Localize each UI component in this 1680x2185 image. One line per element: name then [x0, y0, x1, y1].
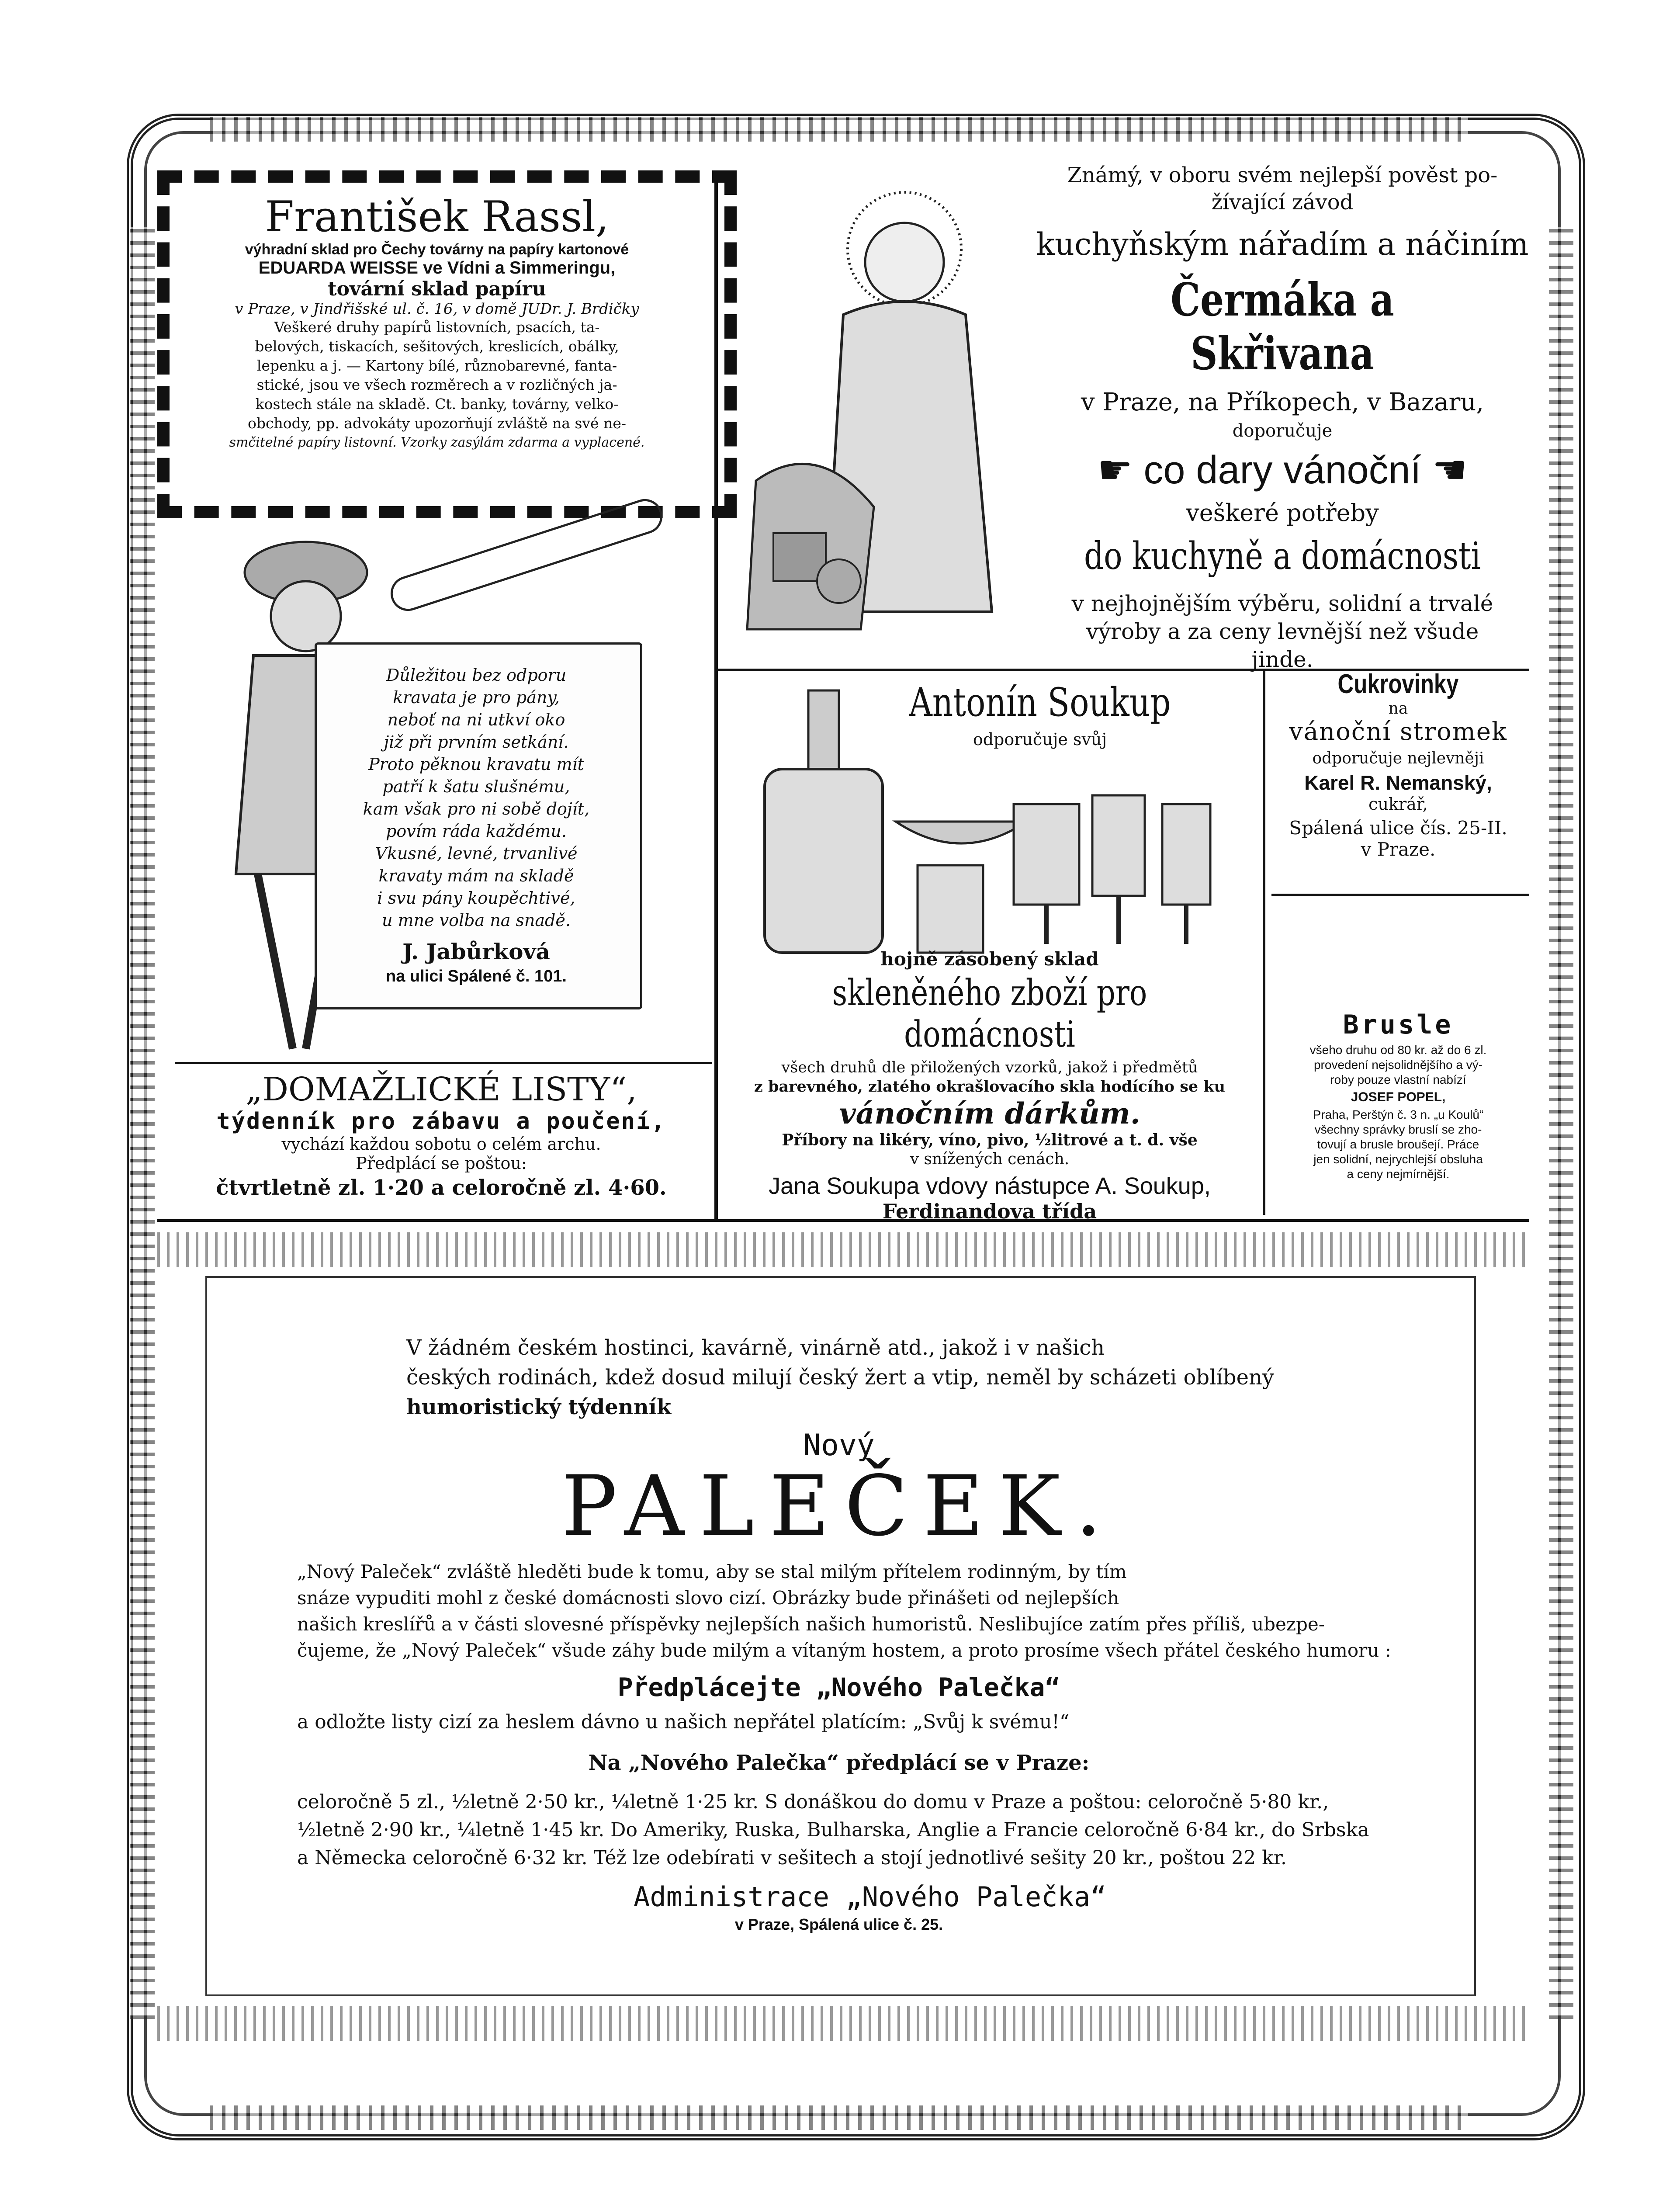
- rassl-body-line: lepenku a j. — Kartony bílé, různobarevné, fanta-: [256, 357, 617, 374]
- domazlicke-title: „DOMAŽLICKÉ LISTY“,: [246, 1071, 637, 1108]
- nemansky-rec: odporučuje nejlevněji: [1312, 749, 1484, 767]
- jaburkova-name: J. Jabůrková: [402, 939, 550, 964]
- small-divider: [1271, 894, 1529, 896]
- nemansky-city: v Praze.: [1361, 839, 1436, 860]
- nemansky-addr: Spálená ulice čís. 25-II.: [1289, 817, 1507, 839]
- palecek-intro3: humoristický týdenník: [406, 1395, 672, 1419]
- soukup-goods: skleněného zboží pro domácnosti: [832, 972, 1147, 1055]
- cermak-address: v Praze, na Příkopech, v Bazaru,: [1081, 388, 1484, 416]
- soukup-ad: [721, 948, 1258, 1223]
- column-divider-right: [1263, 669, 1265, 1215]
- cermak-headline-text: co dary vánoční: [1143, 448, 1421, 492]
- domazlicke-pre: Předplácí se poštou:: [356, 1154, 527, 1173]
- jaburkova-text-line: Vkusné, levné, trvanlivé: [375, 844, 578, 863]
- nemansky-tree: vánoční stromek: [1289, 718, 1507, 746]
- cermak-intro-line: Známý, v oboru svém nejlepší pověst po-: [1067, 163, 1498, 187]
- palecek-novy: Nový: [803, 1428, 875, 1463]
- brusle-ad: [1267, 1009, 1529, 1182]
- domazlicke-subtitle: týdenník pro zábavu a poučení,: [216, 1108, 666, 1134]
- jaburkova-text-line: Důležitou bez odporu: [386, 666, 567, 685]
- rassl-line2: EDUARDA WEISSE ve Vídni a Simmeringu,: [258, 258, 616, 277]
- jaburkova-text-line: neboť na ni utkví oko: [387, 710, 565, 729]
- cermak-firm: Čermáka a Skřivana: [1171, 273, 1394, 380]
- palecek-admin: Administrace „Nového Palečka“: [634, 1881, 1107, 1913]
- jaburkova-text-line: kravata je pro pány,: [393, 688, 560, 707]
- soukup-stock: hojně zásobený sklad: [880, 948, 1099, 970]
- soukup-recommends: odporučuje svůj: [973, 730, 1107, 749]
- palecek-body-line: čujeme, že „Nový Paleček“ všude záhy bude milým a vítaným hostem, a proto prosíme všech přátel českého humoru :: [297, 1640, 1391, 1661]
- rassl-body-line: smčitelné papíry listovní. Vzorky zasýlám zdarma a vyplacené.: [229, 435, 645, 450]
- brusle-tail-line: jen solidní, nejrychlejší obsluha: [1313, 1152, 1483, 1166]
- palecek-intro2: českých rodinách, kdež dosud milují český žert a vtip, neměl by scházeti oblíbený: [406, 1365, 1275, 1390]
- soukup-street: Ferdinandova třída: [882, 1200, 1097, 1223]
- palecek-ad: [218, 1333, 1459, 1934]
- brusle-line: provedení nejsolidnějšího a vý-: [1313, 1058, 1483, 1072]
- palecek-body-line: „Nový Paleček“ zvláště hleděti bude k tomu, aby se stal milým přítelem rodinným, by tím: [297, 1561, 1127, 1582]
- row-divider-left: [175, 1062, 712, 1064]
- cermak-all: veškeré potřeby: [1186, 499, 1379, 527]
- cermak-ad: [1036, 162, 1529, 673]
- nemansky-title: Cukrovinky: [1337, 669, 1459, 699]
- palecek-body-line: našich kreslířů a v části slovesné příspěvky nejlepších našich humoristů. Neslibujíce zatím přes příliš, ubezpe-: [297, 1613, 1325, 1635]
- palecek-bottom-ornament: [157, 2006, 1525, 2041]
- nemansky-trade: cukrář,: [1368, 794, 1428, 814]
- child-illustration: [730, 175, 1027, 660]
- rassl-body-line: stické, jsou ve všech rozměrech a v rozličných ja-: [256, 376, 617, 393]
- palecek-top-ornament: [157, 1232, 1525, 1267]
- top-ornament: [210, 117, 1468, 142]
- rassl-body-line: kostech stále na skladě. Ct. banky, továrny, velko-: [255, 395, 619, 413]
- cermak-tail-line: v nejhojnějším výběru, solidní a trvalé: [1071, 591, 1493, 616]
- jaburkova-text-line: patří k šatu slušnému,: [382, 777, 570, 796]
- rassl-line4: v Praze, v Jindřišské ul. č. 16, v domě JUDr. J. Brdičky: [235, 300, 639, 318]
- rassl-body-line: Veškeré druhy papírů listovních, psacích, ta-: [274, 319, 600, 336]
- nemansky-na: na: [1388, 700, 1408, 718]
- rassl-ad: [175, 192, 699, 452]
- jaburkova-text-line: povím ráda každému.: [386, 822, 567, 841]
- bottom-ornament: [210, 2105, 1468, 2130]
- cermak-kuch-line: kuchyňským nářadím a náčiním: [1036, 226, 1529, 262]
- rassl-line1: výhradní sklad pro Čechy továrny na papíry kartonové: [245, 241, 629, 258]
- jaburkova-ad: [319, 664, 634, 986]
- domazlicke-price: čtvrtletně zl. 1·20 a celoročně zl. 4·60.: [216, 1176, 667, 1200]
- left-ornament: [130, 227, 155, 2019]
- rassl-body-line: belových, tiskacích, sešitových, kreslicích, obálky,: [255, 338, 619, 355]
- rassl-line3: tovární sklad papíru: [328, 278, 546, 300]
- cermak-for-home: do kuchyně a domácnosti: [1084, 534, 1481, 578]
- soukup-body2-line: v snížených cenách.: [910, 1150, 1070, 1168]
- jaburkova-text-line: Proto pěknou kravatu mít: [368, 755, 584, 774]
- brusle-tail-line: tovují a brusle broušejí. Práce: [1317, 1138, 1479, 1151]
- nemansky-ad: [1267, 669, 1529, 860]
- domazlicke-ad: [166, 1071, 717, 1200]
- soukup-body2-line: Příbory na likéry, víno, pivo, ½litrové a t. d. vše: [782, 1131, 1198, 1149]
- jaburkova-text-line: již při prvním setkání.: [384, 732, 569, 752]
- domazlicke-issue: vychází každou sobotu o celém archu.: [281, 1134, 601, 1154]
- jaburkova-text-line: u mne volba na snadě.: [382, 911, 571, 930]
- rassl-body-line: obchody, pp. advokáty upozorňují zvláště na své ne-: [247, 415, 627, 432]
- brusle-tail-line: Praha, Perštýn č. 3 n. „u Koulů“: [1313, 1108, 1484, 1121]
- palecek-admin-addr: v Praze, Spálená ulice č. 25.: [734, 1915, 943, 1933]
- palecek-body-line: snáze vypuditi mohl z české domácnosti slovo cizí. Obrázky bude přinášeti od nejlepších: [297, 1587, 1119, 1609]
- brusle-title: Brusle: [1343, 1009, 1454, 1040]
- soukup-header: [865, 680, 1215, 749]
- cermak-recommends: doporučuje: [1232, 421, 1333, 441]
- brusle-line: roby pouze vlastní nabízí: [1330, 1073, 1466, 1086]
- palecek-intro1: V žádném českém hostinci, kavárně, vinárně atd., jakož i v našich: [406, 1335, 1105, 1360]
- brusle-name: JOSEF POPEL,: [1351, 1090, 1446, 1104]
- jaburkova-address: na ulici Spálené č. 101.: [386, 967, 567, 985]
- brusle-tail-line: všechny správky bruslí se zho-: [1314, 1123, 1482, 1136]
- nemansky-name: Karel R. Nemanský,: [1304, 771, 1492, 794]
- cermak-intro-line: žívající závod: [1211, 190, 1354, 215]
- palecek-title: PALEČEK.: [561, 1458, 1117, 1554]
- soukup-body-line: z barevného, zlatého okrašlovacího skla hodícího se ku: [754, 1078, 1226, 1096]
- palecek-where: Na „Nového Palečka“ předplácí se v Praze:: [588, 1751, 1090, 1775]
- cermak-tail-line: jinde.: [1251, 647, 1313, 672]
- soukup-firm: Jana Soukupa vdovy nástupce A. Soukup,: [769, 1173, 1211, 1199]
- soukup-body-line: všech druhů dle přiložených vzorků, jakož i předmětů: [781, 1059, 1198, 1076]
- jaburkova-text-line: kam však pro ni sobě dojít,: [363, 799, 590, 819]
- right-ornament: [1549, 227, 1573, 2019]
- hand-pointer-icon: ☚: [1421, 448, 1468, 492]
- soukup-gift: vánočním dárkům.: [839, 1096, 1140, 1131]
- palecek-motto: a odložte listy cizí za heslem dávno u našich nepřátel platícím: „Svůj k svému!“: [297, 1711, 1070, 1733]
- palecek-price-line: ½letně 2·90 kr., ¼letně 1·45 kr. Do Ameriky, Ruska, Bulharska, Anglie a Francie celoročně 6·84 kr., do Srbska: [297, 1819, 1369, 1841]
- soukup-name: Antonín Soukup: [897, 680, 1183, 725]
- jaburkova-text-line: i svu pány koupěchtivé,: [377, 888, 575, 908]
- hand-pointer-icon: ☛: [1097, 448, 1144, 492]
- jaburkova-text-line: kravaty mám na skladě: [378, 866, 574, 885]
- palecek-subscribe: Předplácejte „Nového Palečka“: [617, 1672, 1060, 1702]
- cermak-tail-line: výroby a za ceny levnější než všude: [1086, 619, 1479, 644]
- brusle-tail-line: a ceny nejmírnější.: [1347, 1167, 1450, 1181]
- palecek-price-line: celoročně 5 zl., ½letně 2·50 kr., ¼letně 1·25 kr. S donáškou do domu v Praze a poštou: celoročně 5·80 kr.,: [297, 1791, 1329, 1813]
- rassl-title: František Rassl,: [265, 192, 609, 241]
- palecek-price-line: a Německa celoročně 6·32 kr. Též lze odebírati v sešitech a stojí jednotlivé sešity 20 kr., poštou 22 kr.: [297, 1847, 1287, 1869]
- brusle-line: všeho druhu od 80 kr. až do 6 zl.: [1309, 1043, 1487, 1057]
- cermak-headline: [1036, 447, 1529, 493]
